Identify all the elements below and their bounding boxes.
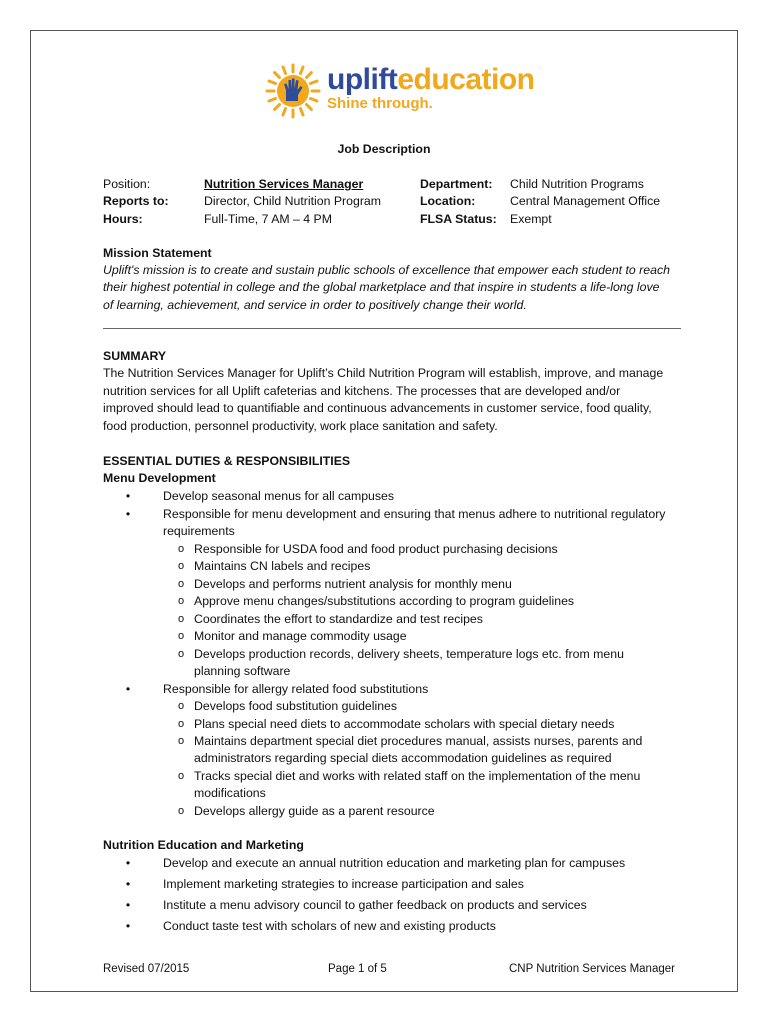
sub-list-item-text: Monitor and manage commodity usage bbox=[194, 629, 407, 643]
position-value: Nutrition Services Manager bbox=[204, 177, 364, 191]
sub-list-item-text: modifications bbox=[194, 786, 266, 801]
duties-heading: ESSENTIAL DUTIES & RESPONSIBILITIES bbox=[103, 454, 351, 468]
sub-bullet-marker: o bbox=[177, 543, 185, 555]
sub-bullet-marker: o bbox=[177, 735, 185, 747]
sub-list-item-text: Coordinates the effort to standardize and test recipes bbox=[194, 612, 483, 626]
mission-line: Uplift's mission is to create and sustain public schools of excellence that empower each student to reach bbox=[103, 263, 670, 277]
logo-word-uplift: uplift bbox=[327, 63, 398, 96]
sub-bullet-marker: o bbox=[177, 718, 185, 730]
sub-list-item-text: Develops production records, delivery sheets, temperature logs etc. from menu bbox=[194, 647, 624, 661]
sub-bullet-marker: o bbox=[177, 805, 185, 817]
sub-list-item-text: Maintains department special diet procedures manual, assists nurses, parents and bbox=[194, 734, 643, 748]
hours-label: Hours: bbox=[103, 212, 143, 226]
mission-heading: Mission Statement bbox=[103, 246, 212, 260]
logo-tagline: Shine through. bbox=[327, 95, 433, 112]
summary-section bbox=[103, 348, 663, 435]
sub-list-item-text: planning software bbox=[194, 664, 291, 679]
sub-list-item-text: Develops food substitution guidelines bbox=[194, 699, 398, 713]
flsa-status-label: FLSA Status: bbox=[420, 212, 497, 226]
bullet-marker: • bbox=[125, 507, 131, 521]
mission-statement bbox=[103, 262, 703, 314]
summary-line: The Nutrition Services Manager for Uplift’s Child Nutrition Program will establish, improve, and manage bbox=[103, 366, 664, 381]
sub-bullet-marker: o bbox=[177, 648, 185, 660]
document-page bbox=[30, 30, 738, 992]
bullet-marker: • bbox=[125, 919, 131, 933]
sub-list-item-text: Plans special need diets to accommodate scholars with special dietary needs bbox=[194, 717, 615, 731]
sub-list-item-text: administrators regarding special diets accommodation guidelines as required bbox=[194, 751, 612, 766]
sub-list-item-text: Develops allergy guide as a parent resource bbox=[194, 804, 435, 818]
section-divider bbox=[103, 328, 681, 329]
sun-hand-icon bbox=[265, 63, 321, 119]
list-item-text: Develop seasonal menus for all campuses bbox=[163, 489, 395, 503]
sub-list-item-text: Tracks special diet and works with related staff on the implementation of the menu bbox=[194, 769, 641, 783]
sub-bullet-marker: o bbox=[177, 700, 185, 712]
bullet-marker: • bbox=[125, 898, 131, 912]
menu-development-heading: Menu Development bbox=[103, 471, 216, 485]
logo-word-education: education bbox=[397, 63, 535, 96]
summary-line: improved should lead to quantifiable and continuous advancements in customer service, food quality, bbox=[103, 401, 652, 416]
uplift-education-logo bbox=[265, 61, 535, 121]
sub-bullet-marker: o bbox=[177, 578, 185, 590]
sub-bullet-marker: o bbox=[177, 560, 185, 572]
list-item-text: Responsible for allergy related food substitutions bbox=[163, 682, 429, 696]
list-item-text: Implement marketing strategies to increase participation and sales bbox=[163, 877, 524, 891]
bullet-marker: • bbox=[125, 682, 131, 696]
sub-list-item-text: Develops and performs nutrient analysis for monthly menu bbox=[194, 577, 512, 591]
sub-list-item-text: Responsible for USDA food and food product purchasing decisions bbox=[194, 542, 558, 556]
mission-line: their highest potential in college and the global marketplace and that inspire in students a life-long love bbox=[103, 280, 660, 295]
reports-to-value: Director, Child Nutrition Program bbox=[204, 194, 381, 208]
list-item-text: Develop and execute an annual nutrition education and marketing plan for campuses bbox=[163, 856, 626, 870]
reports-to-label: Reports to: bbox=[103, 194, 169, 208]
nutrition-education-heading: Nutrition Education and Marketing bbox=[103, 838, 304, 852]
location-value: Central Management Office bbox=[510, 194, 661, 208]
position-label: Position: bbox=[103, 177, 151, 191]
list-item-text: Institute a menu advisory council to gather feedback on products and services bbox=[163, 898, 587, 912]
hours-value: Full-Time, 7 AM – 4 PM bbox=[204, 212, 333, 226]
summary-line: nutrition services for all Uplift cafeterias and kitchens. The processes that are developed and/or bbox=[103, 383, 621, 398]
footer-revised: Revised 07/2015 bbox=[103, 963, 190, 975]
footer-page-number: Page 1 of 5 bbox=[328, 963, 387, 975]
footer-document-name: CNP Nutrition Services Manager bbox=[509, 963, 675, 975]
sub-list-item-text: Maintains CN labels and recipes bbox=[194, 559, 371, 573]
list-item-text: requirements bbox=[163, 524, 235, 539]
list-item-text: Responsible for menu development and ensuring that menus adhere to nutritional regulatory bbox=[163, 507, 666, 521]
location-label: Location: bbox=[420, 194, 476, 208]
sub-bullet-marker: o bbox=[177, 613, 185, 625]
sub-bullet-marker: o bbox=[177, 630, 185, 642]
sub-bullet-marker: o bbox=[177, 770, 185, 782]
logo-wordmark bbox=[327, 63, 535, 97]
department-label: Department: bbox=[420, 177, 493, 191]
bullet-marker: • bbox=[125, 489, 131, 503]
summary-line: food production, personnel productivity, work place sanitation and safety. bbox=[103, 418, 498, 433]
department-value: Child Nutrition Programs bbox=[510, 177, 644, 191]
bullet-marker: • bbox=[125, 877, 131, 891]
summary-heading: SUMMARY bbox=[103, 349, 167, 363]
flsa-status-value: Exempt bbox=[510, 212, 552, 226]
sub-bullet-marker: o bbox=[177, 595, 185, 607]
bullet-marker: • bbox=[125, 856, 131, 870]
sub-list-item-text: Approve menu changes/substitutions according to program guidelines bbox=[194, 594, 575, 608]
mission-line: of learning, achievement, and service in order to positively change their world. bbox=[103, 297, 527, 312]
document-title: Job Description bbox=[337, 142, 431, 156]
list-item-text: Conduct taste test with scholars of new and existing products bbox=[163, 919, 496, 933]
